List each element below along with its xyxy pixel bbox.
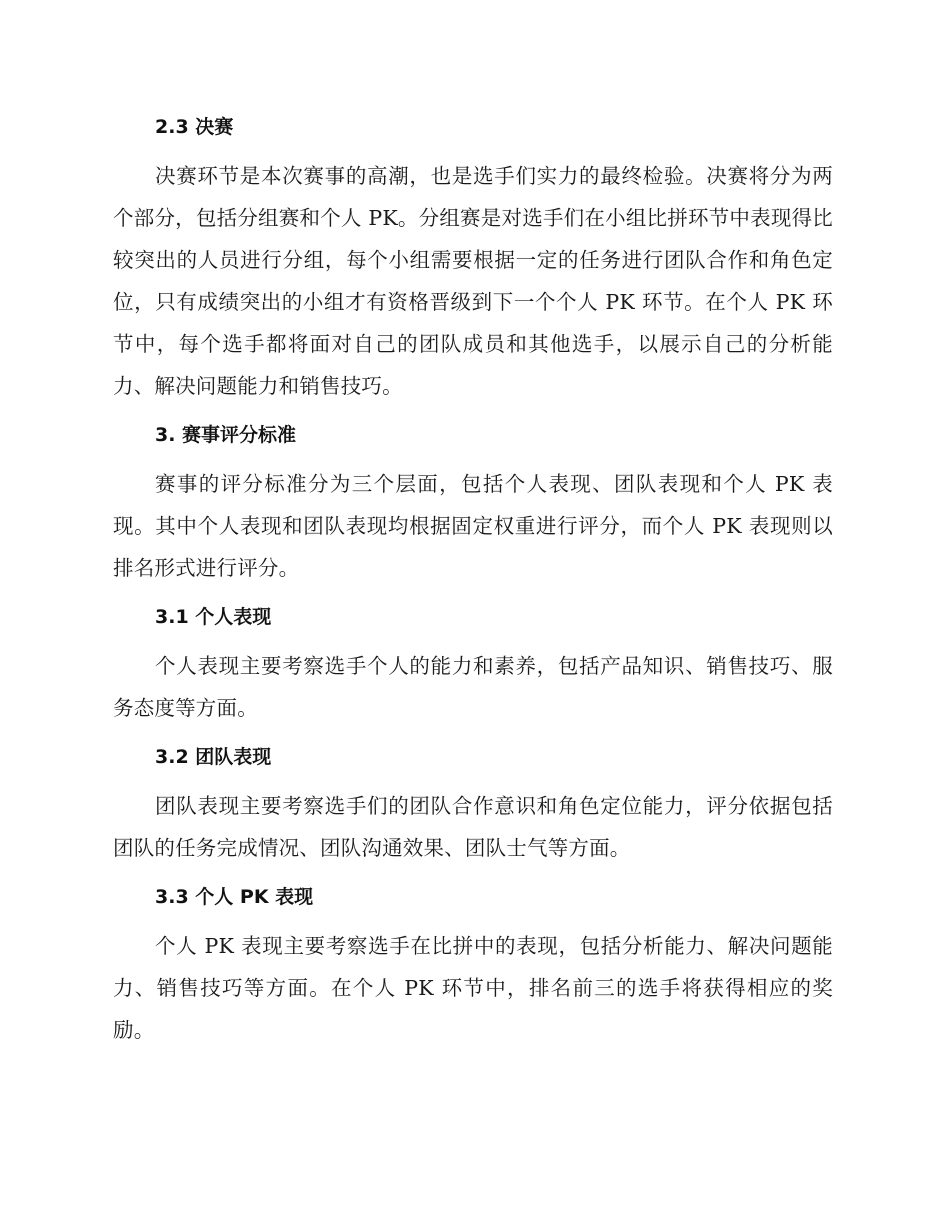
section-paragraph-3: 赛事的评分标准分为三个层面，包括个人表现、团队表现和个人 PK 表现。其中个人表现和团队表现均根据固定权重进行评分，而个人 PK 表现则以排名形式进行评分。 [113,472,833,580]
section-heading-3: 3. 赛事评分标准 [155,424,297,446]
section-paragraph-3-3: 个人 PK 表现主要考察选手在比拼中的表现，包括分析能力、解决问题能力、销售技巧等方面。在个人 PK 环节中，排名前三的选手将获得相应的奖励。 [113,934,833,1042]
section-heading-3-1: 3.1 个人表现 [155,606,272,628]
section-heading-3-2: 3.2 团队表现 [155,746,272,768]
section-paragraph-2-3: 决赛环节是本次赛事的高潮，也是选手们实力的最终检验。决赛将分为两个部分，包括分组赛和个人 PK。分组赛是对选手们在小组比拼环节中表现得比较突出的人员进行分组，每个小组需要根据一定的任务进行团队合作和角色定位，只有成绩突出的小组才有资格晋级到下一个个人 PK 环节。在个人 PK 环节中，每个选手都将面对自己的团队成员和其他选手，以展示自己的分析能力、解决问题能力和销售技巧。 [113,164,833,398]
section-heading-3-3: 3.3 个人 PK 表现 [155,886,314,908]
document-body [113,108,833,1060]
section-paragraph-3-1: 个人表现主要考察选手个人的能力和素养，包括产品知识、销售技巧、服务态度等方面。 [113,654,833,720]
section-heading-2-3: 2.3 决赛 [155,116,234,138]
section-paragraph-3-2: 团队表现主要考察选手们的团队合作意识和角色定位能力，评分依据包括团队的任务完成情况、团队沟通效果、团队士气等方面。 [113,794,833,860]
